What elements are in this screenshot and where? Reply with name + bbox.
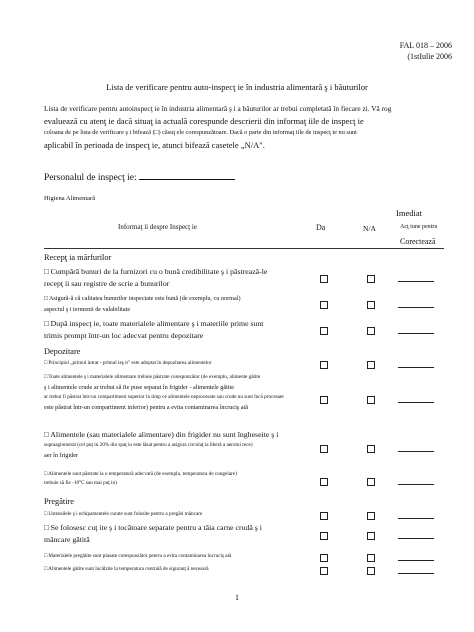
yes-checkbox[interactable] [320, 275, 328, 283]
yes-checkbox[interactable] [320, 554, 328, 562]
yes-checkbox[interactable] [320, 396, 328, 404]
item-text: □ Toate alimentele ş i materialele alimentare trebuie păstrate corespunzător (de exemplu, alimente gătite [44, 374, 261, 380]
item-text: □ După inspecţ ie, toate materialele alimentare ş i materiile prime sunt [44, 319, 264, 328]
checklist-item [44, 293, 329, 315]
na-checkbox[interactable] [367, 361, 375, 369]
intro-line-1: Lista de verificare pentru autoinspecţ ie în industria alimentară ş i a băuturilor ar trebui completată în fiecare zi. Vă rog [44, 104, 392, 113]
corrective-action-field[interactable] [398, 367, 434, 368]
item-text: trimis prompt într-un loc adecvat pentru depozitare [44, 331, 204, 340]
yes-checkbox[interactable] [320, 478, 328, 486]
na-checkbox[interactable] [367, 301, 375, 309]
item-text: □ Alimentele (sau materialele alimentare) din frigider nu sunt îngheseite ş i [44, 430, 279, 439]
corrective-action-field[interactable] [398, 307, 434, 308]
section-title: Pregătire [44, 497, 74, 506]
corrective-action-field[interactable] [398, 402, 434, 403]
checklist-item [44, 565, 329, 574]
yes-checkbox[interactable] [320, 512, 328, 520]
na-checkbox[interactable] [367, 478, 375, 486]
item-text: recepţ ii sau registre de scrie a bunurilor [44, 279, 170, 288]
corrective-action-field[interactable] [398, 281, 434, 282]
item-text: supraaglomerat (cel puţ in 20% din spaţ iu este lăsat pentru a asigura circulaţ ia liberă a aerului rece) [44, 442, 253, 448]
item-text: aspectul ş i termenii de valabilitate [44, 306, 131, 313]
na-checkbox[interactable] [367, 532, 375, 540]
column-header-action: Acţ iune pentru [400, 224, 438, 230]
na-checkbox[interactable] [367, 554, 375, 562]
item-text: □ Asigură-ă că calitatea bunurilor inspectate este bună (de exemplu, cu normal) [44, 295, 241, 302]
page-number: 1 [235, 593, 239, 602]
table-header-divider [44, 248, 444, 249]
na-checkbox[interactable] [367, 275, 375, 283]
na-checkbox[interactable] [367, 567, 375, 575]
column-header-immediate: Imediat [396, 208, 422, 218]
intro-line-2: evaluează cu atenţ ie dacă situaţ ia actuală corespunde descrierii din informaţ iile de inspecţ ie [44, 116, 364, 126]
intro-paragraph [44, 103, 444, 151]
section-title: Depozitare [44, 347, 81, 356]
yes-checkbox[interactable] [320, 361, 328, 369]
item-text: mâncare gătită [44, 535, 90, 544]
na-checkbox[interactable] [367, 512, 375, 520]
column-header-yes: Da [316, 223, 326, 232]
intro-line-4: aplicabil în perioada de inspecţ ie, atunci bifează casetele „N/A". [44, 140, 265, 150]
inspection-personnel [44, 170, 235, 183]
column-header-corrective: Corectează [400, 237, 436, 246]
checklist-item [44, 266, 329, 290]
checklist-item [44, 522, 329, 546]
item-text: aer în frigider [44, 452, 79, 459]
item-text: este păstrat într-un compartiment inferior) pentru a evita contaminarea încruciş ată [44, 404, 248, 411]
item-text: ş i alimentele crude ar trebui să fie puse separat în frigider - alimentele gătite [44, 384, 235, 391]
checklist-item [44, 429, 329, 461]
corrective-action-field[interactable] [398, 484, 434, 485]
item-text: ar trebui fi păstrat într-un compartiment superior în timp ce alimentele neprocesate sau crude nu sunt încă procesate [44, 394, 284, 400]
item-text: □ Cumpără bunuri de la furnizori cu o bună credibilitate ş i păstrează-le [44, 267, 268, 276]
intro-line-3: coloana de pe lista de verificare ş i bifează (□) căsuţ ele corespunzătoare. Dacă o parte din informaţ iile de inspecţ ie nu sunt [44, 129, 357, 136]
na-checkbox[interactable] [367, 445, 375, 453]
na-checkbox[interactable] [367, 327, 375, 335]
corrective-action-field[interactable] [398, 560, 434, 561]
item-text: □ Se folosesc cuţ ite ş i tocătoare separate pentru a tăia carne crudă ş i [44, 523, 262, 532]
checklist-item [44, 552, 329, 561]
item-text: □ Materialele pregătite sunt plasate corespunzător pentru a evita contaminarea încruciş ată [44, 553, 232, 559]
item-text: trebuie să fie -18°C sau mai puţ in) [44, 480, 117, 486]
personnel-field[interactable] [139, 170, 235, 180]
item-text: □ Alimentele gătite sunt încălzite la temperatura centrală de siguranţ ă necesară [44, 566, 209, 572]
column-header-info: Informaţ ii despre Inspecţ ie [118, 223, 197, 231]
na-checkbox[interactable] [367, 396, 375, 404]
corrective-action-field[interactable] [398, 333, 434, 334]
reference-date: (1stIulie 2006 [407, 52, 452, 61]
item-text: □ Principiul „primul intrat - primul ieş it" este adoptat în depozitarea alimentelor [44, 360, 212, 366]
hygiene-heading: Higiena Alimentară [44, 195, 96, 202]
column-header-na: N/A [363, 224, 376, 233]
section-title: Recepţ ia mărfurilor [44, 253, 112, 262]
item-text: □ Alimentele sunt păstrate la o temperatură adecvată (de exemplu, temperatura de congelare) [44, 471, 237, 477]
reference-code: FAL 018 – 2006 [399, 41, 452, 50]
yes-checkbox[interactable] [320, 445, 328, 453]
corrective-action-field[interactable] [398, 538, 434, 539]
checklist-item [44, 510, 329, 519]
yes-checkbox[interactable] [320, 532, 328, 540]
corrective-action-field[interactable] [398, 573, 434, 574]
document-title: Lista de verificare pentru auto-inspecţ ie în industria alimentară ş i băuturilor [106, 82, 368, 92]
checklist-item [44, 470, 329, 488]
corrective-action-field[interactable] [398, 451, 434, 452]
personnel-label: Personalul de inspecţ ie: [44, 173, 137, 183]
corrective-action-field[interactable] [398, 518, 434, 519]
yes-checkbox[interactable] [320, 301, 328, 309]
document-reference [400, 40, 452, 62]
checklist-item [44, 359, 329, 368]
checklist-item [44, 318, 329, 342]
item-text: □ Ustensilele ş i echipamentele curate sunt folosite pentru a pregăti mâncare [44, 511, 203, 517]
yes-checkbox[interactable] [320, 327, 328, 335]
yes-checkbox[interactable] [320, 567, 328, 575]
checklist-item [44, 373, 329, 413]
